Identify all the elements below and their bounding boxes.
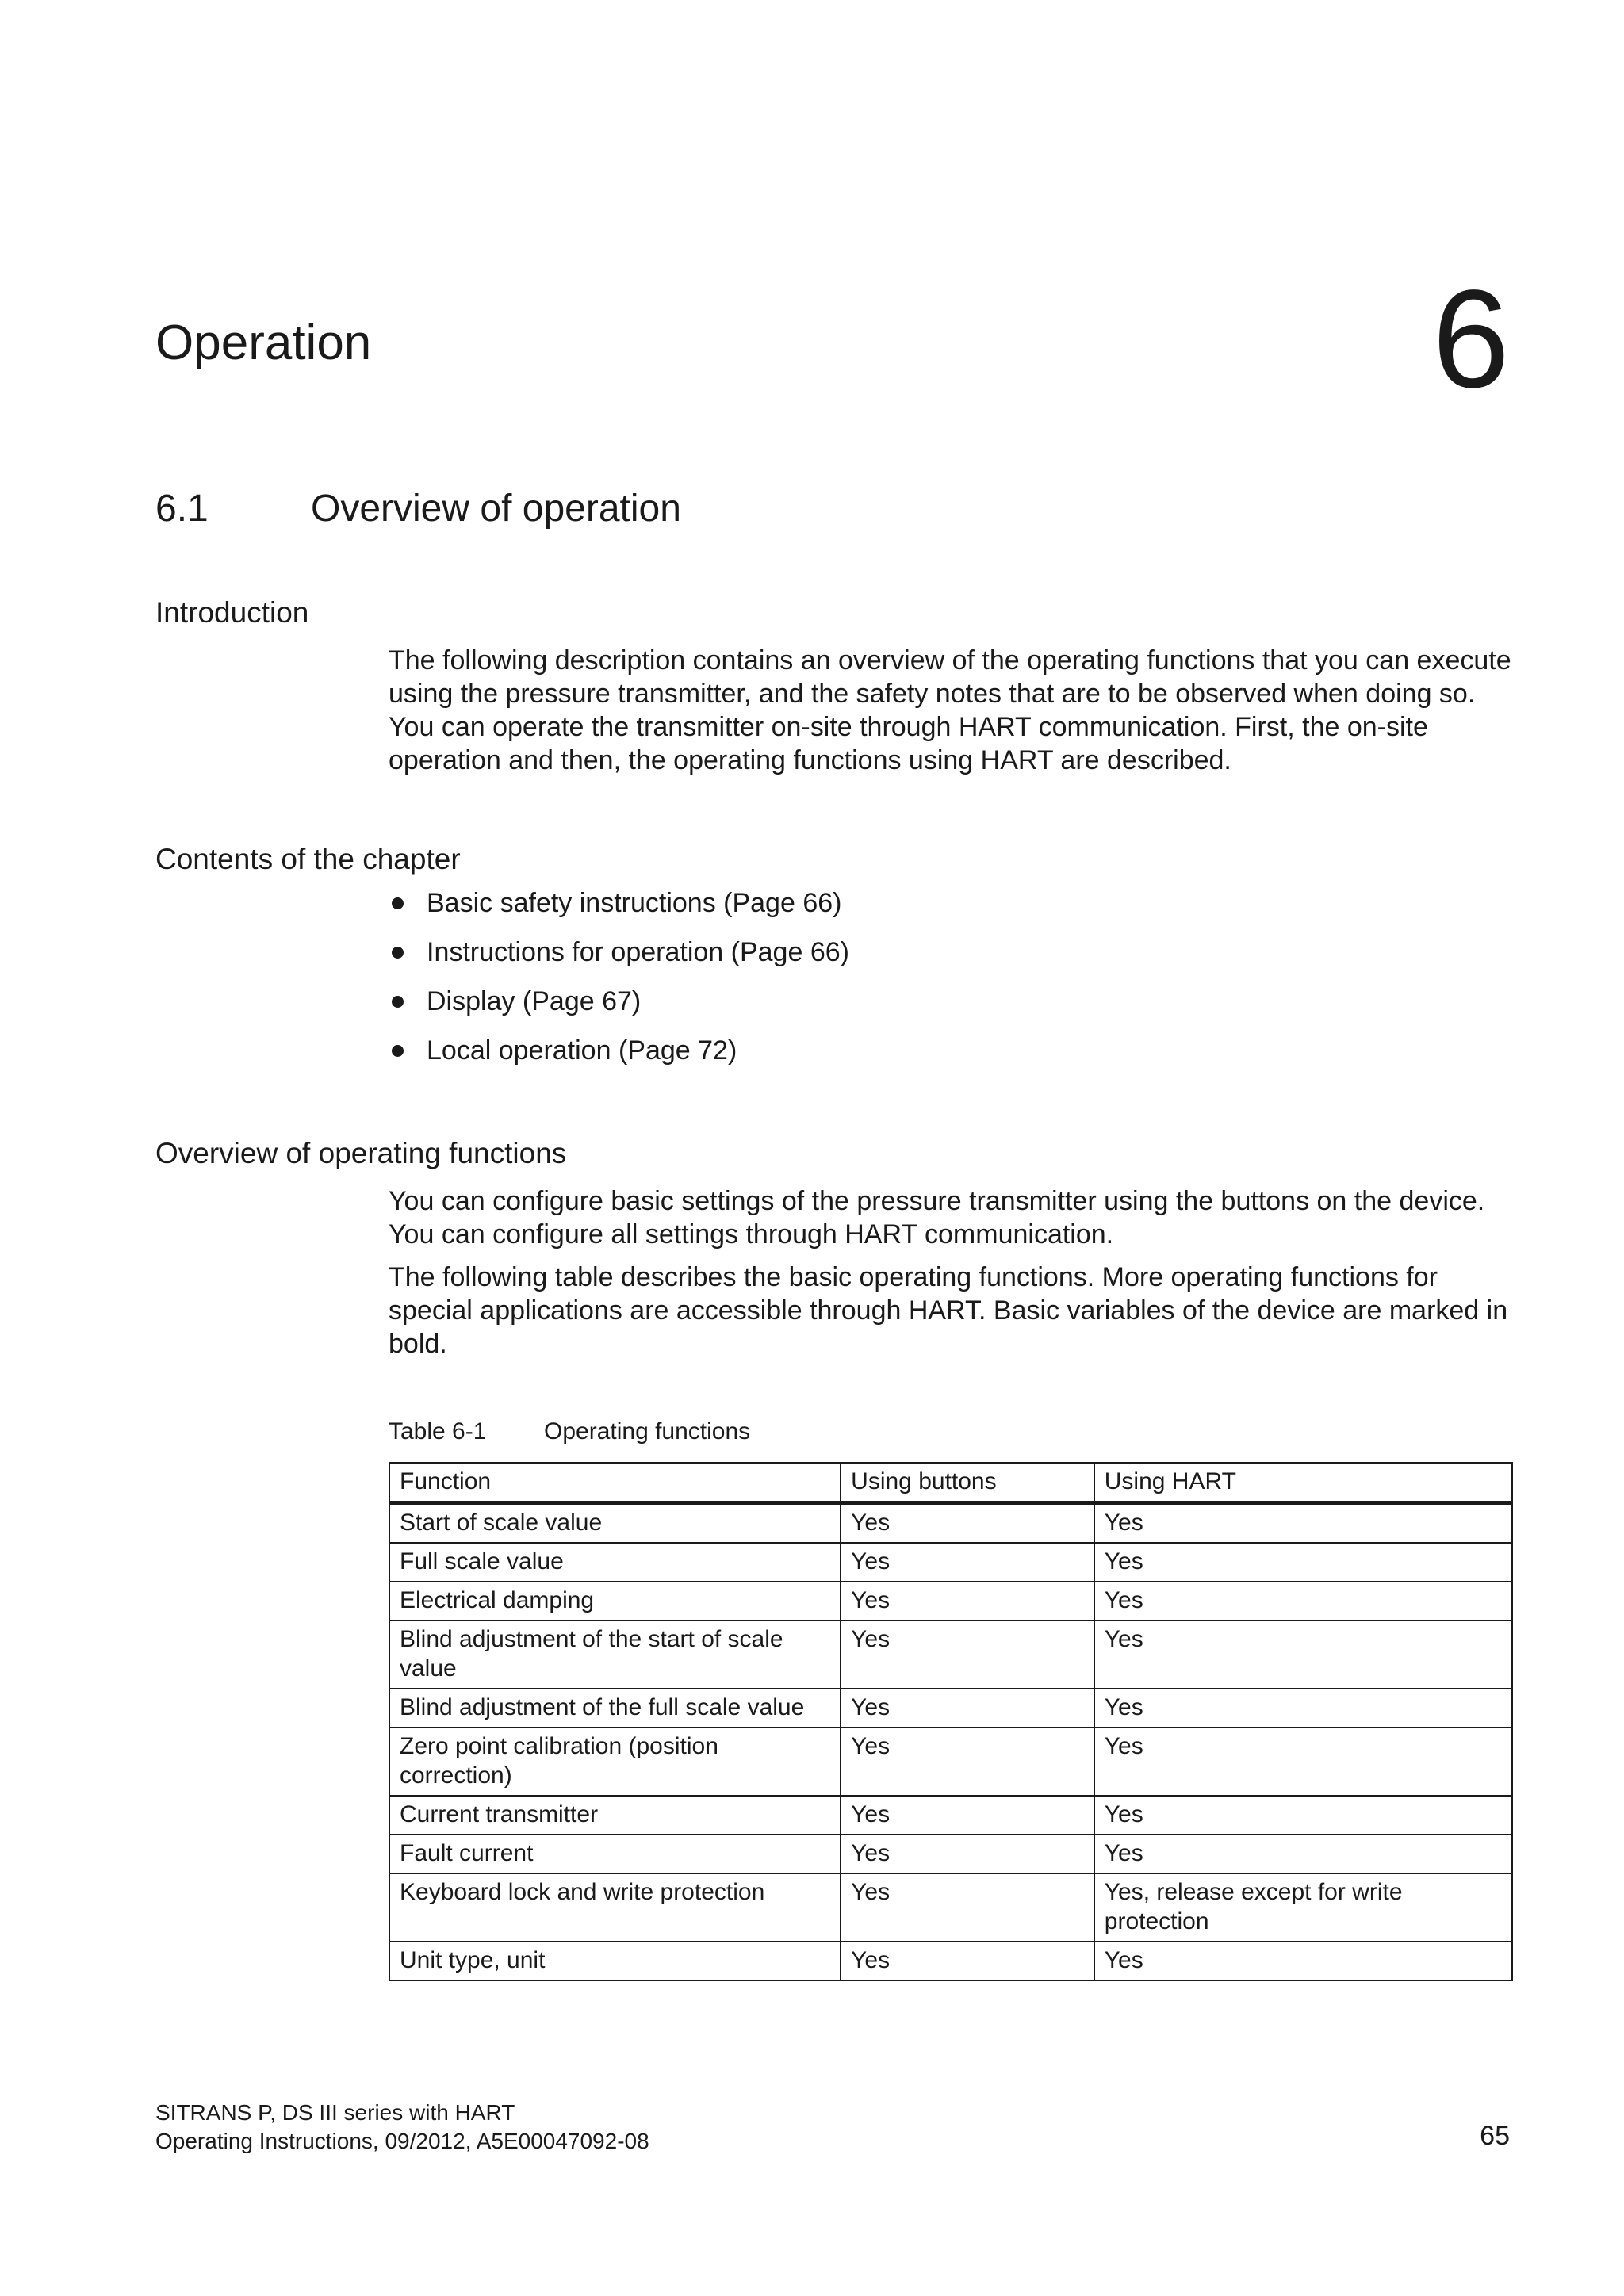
cell-function: Zero point calibration (position correction)	[389, 1728, 841, 1796]
table-row	[389, 1796, 1512, 1835]
table-caption-label: Table 6-1	[389, 1418, 487, 1445]
table-row	[389, 1543, 1512, 1582]
cell-function: Fault current	[389, 1835, 841, 1873]
contents-list	[389, 886, 849, 1083]
cell-using-hart: Yes	[1094, 1503, 1512, 1544]
header-using-hart: Using HART	[1094, 1463, 1512, 1503]
overview-para-2-start: The following table describes the basic operating functions. More operating functions for special applications are accessible through HART.	[389, 1262, 1438, 1326]
cell-using-hart: Yes	[1094, 1689, 1512, 1728]
cell-function: Electrical damping	[389, 1582, 841, 1621]
table-caption-title: Operating functions	[544, 1418, 751, 1445]
cell-using-buttons: Yes	[841, 1728, 1094, 1796]
contents-heading: Contents of the chapter	[155, 843, 461, 875]
cell-using-buttons: Yes	[841, 1835, 1094, 1873]
bullet-icon	[392, 897, 404, 909]
table-row	[389, 1942, 1512, 1980]
table-row	[389, 1835, 1512, 1873]
footer	[155, 2099, 649, 2156]
cell-using-buttons: Yes	[841, 1543, 1094, 1582]
header-function: Function	[389, 1463, 841, 1503]
cell-using-hart: Yes	[1094, 1582, 1512, 1621]
cell-using-hart: Yes	[1094, 1621, 1512, 1689]
cell-using-buttons: Yes	[841, 1873, 1094, 1942]
header-using-buttons: Using buttons	[841, 1463, 1094, 1503]
overview-para-2-emphasis: Basic variables	[993, 1295, 1175, 1326]
cell-using-buttons: Yes	[841, 1503, 1094, 1544]
table-row	[389, 1621, 1512, 1689]
section-title: Overview of operation	[311, 488, 681, 530]
overview-para-2	[389, 1261, 1515, 1360]
table-row	[389, 1689, 1512, 1728]
table-row	[389, 1728, 1512, 1796]
cell-function: Current transmitter	[389, 1796, 841, 1835]
cell-using-buttons: Yes	[841, 1796, 1094, 1835]
cell-function: Unit type, unit	[389, 1942, 841, 1980]
footer-document: Operating Instructions, 09/2012, A5E00047092-08	[155, 2129, 649, 2153]
overview-para-1: You can configure basic settings of the pressure transmitter using the buttons on the device. You can configure all settings through HART communication.	[389, 1186, 1485, 1249]
table-header-row	[389, 1463, 1512, 1503]
cell-using-buttons: Yes	[841, 1582, 1094, 1621]
cell-using-hart: Yes	[1094, 1835, 1512, 1873]
cell-function: Start of scale value	[389, 1503, 841, 1544]
section-heading	[155, 490, 681, 528]
contents-link[interactable]: Basic safety instructions (Page 66)	[427, 888, 842, 918]
overview-para-2-end: of the device are marked in bold.	[389, 1295, 1508, 1359]
cell-function: Keyboard lock and write protection	[389, 1873, 841, 1942]
overview-heading: Overview of operating functions	[155, 1137, 567, 1169]
contents-link[interactable]: Local operation (Page 72)	[427, 1035, 737, 1066]
cell-using-hart: Yes, release except for write protection	[1094, 1873, 1512, 1942]
page-number: 65	[1480, 2121, 1510, 2151]
cell-using-buttons: Yes	[841, 1689, 1094, 1728]
chapter-title: Operation	[155, 316, 372, 370]
cell-using-buttons: Yes	[841, 1621, 1094, 1689]
bullet-icon	[392, 947, 404, 959]
introduction-text: The following description contains an overview of the operating functions that you can execute using the pressure transmitter, and the safety notes that are to be observed when doing so. You can operate the transmitter on-site through HART communication. First, the on-site operation and then, the operating functions using HART are described.	[389, 645, 1511, 775]
operating-functions-table	[389, 1462, 1513, 1981]
table-row	[389, 1873, 1512, 1942]
cell-function: Blind adjustment of the full scale value	[389, 1689, 841, 1728]
cell-using-hart: Yes	[1094, 1728, 1512, 1796]
table-row	[389, 1582, 1512, 1621]
cell-function: Blind adjustment of the start of scale value	[389, 1621, 841, 1689]
bullet-icon	[392, 996, 404, 1008]
chapter-number: 6	[1432, 262, 1510, 417]
cell-using-hart: Yes	[1094, 1543, 1512, 1582]
contents-list-item[interactable]	[389, 985, 849, 1034]
contents-link[interactable]: Instructions for operation (Page 66)	[427, 937, 849, 967]
contents-list-item[interactable]	[389, 936, 849, 985]
cell-using-hart: Yes	[1094, 1942, 1512, 1980]
cell-using-hart: Yes	[1094, 1796, 1512, 1835]
contents-link[interactable]: Display (Page 67)	[427, 986, 642, 1016]
contents-list-item[interactable]	[389, 886, 849, 936]
cell-function: Full scale value	[389, 1543, 841, 1582]
table-row	[389, 1503, 1512, 1544]
footer-product: SITRANS P, DS III series with HART	[155, 2100, 515, 2125]
contents-list-item[interactable]	[389, 1034, 849, 1083]
section-number: 6.1	[155, 488, 209, 530]
overview-body	[389, 1184, 1515, 1360]
introduction-heading: Introduction	[155, 596, 309, 629]
introduction-body	[389, 644, 1515, 777]
bullet-icon	[392, 1045, 404, 1057]
table-caption	[389, 1418, 750, 1446]
cell-using-buttons: Yes	[841, 1942, 1094, 1980]
